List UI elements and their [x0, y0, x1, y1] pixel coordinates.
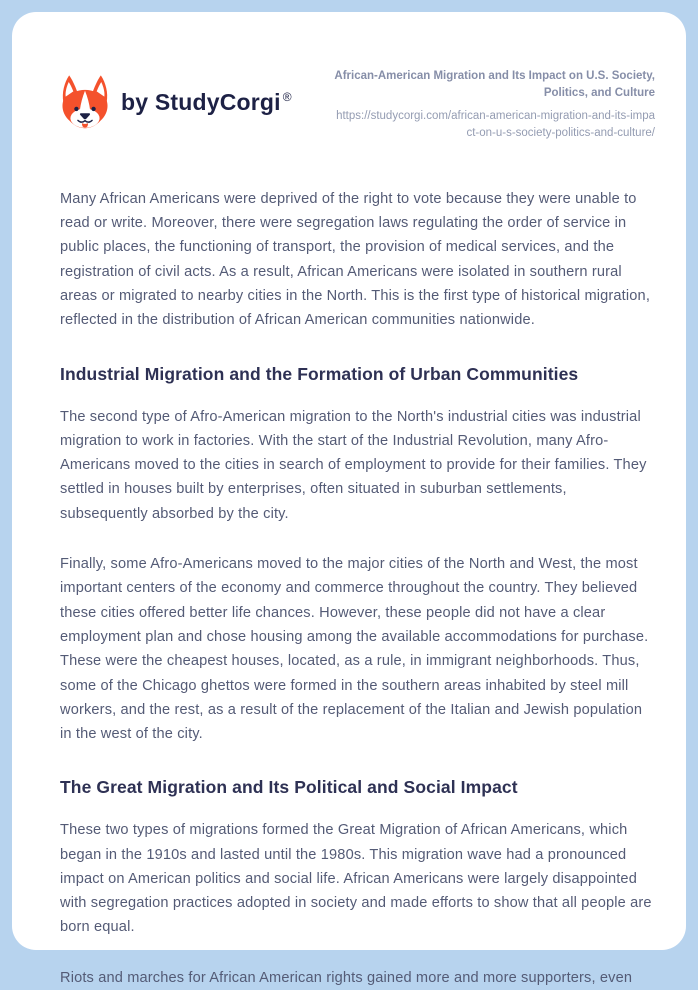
brand-block: [60, 64, 292, 132]
article-paragraph: Riots and marches for African American rights gained more and more supporters, even: [60, 969, 633, 986]
document-url: https://studycorgi.com/african-american-migration-and-its-impact-on-u-s-society-politics-and-culture/: [336, 109, 655, 140]
brand-name: by StudyCorgi ®: [121, 88, 292, 115]
document-card: [12, 12, 686, 986]
document-title: African-American Migration and Its Impact on U.S. Society, Politics, and Culture: [334, 70, 655, 100]
document-header: [60, 64, 655, 143]
article-paragraph: These two types of migrations formed the Great Migration of African Americans, which began in the 1910s and lasted until the 1980s. This migration wave had a pronounced impact on American politics and social life. African Americans were largely disappointed with segregation practices adopted in society and made efforts to show that all people are born equal.: [60, 822, 652, 936]
article-paragraph: Finally, some Afro-Americans moved to the major cities of the North and West, the most important centers of the economy and commerce throughout the country. They believed these cities offered better life chances. However, these people did not have a clear employment plan and chose housing among the available accommodations for purchase. These were the cheapest houses, located, as a rule, in immigrant neighborhoods. Thus, some of the Chicago ghettos were formed in the southern areas inhabited by steel mill workers, and the rest, as a result of the replacement of the Italian and Jewish population in the west of the city.: [60, 556, 649, 743]
corgi-icon: [60, 72, 110, 132]
article-body: [60, 187, 655, 990]
article-paragraph: The second type of Afro-American migration to the North's industrial cities was industrial migration to work in factories. With the start of the Industrial Revolution, many Afro-Americans moved to the cities in search of employment to provide for their families. They settled in houses built by enterprises, often situated in suburban settlements, subsequently absorbed by the city.: [60, 408, 647, 522]
registered-mark: ®: [282, 89, 292, 104]
document-meta: [333, 64, 655, 143]
section-heading: The Great Migration and Its Political and Social Impact: [60, 777, 518, 798]
section-heading: Industrial Migration and the Formation of Urban Communities: [60, 363, 579, 384]
article-paragraph: Many African Americans were deprived of the right to vote because they were unable to read or write. Moreover, there were segregation laws regulating the order of service in public places, the functioning of transport, the provision of medical services, and the registration of civil acts. As a result, African Americans were isolated in southern rural areas or migrated to nearby cities in the North. This is the first type of historical migration, reflected in the distribution of African American communities nationwide.: [60, 190, 651, 329]
